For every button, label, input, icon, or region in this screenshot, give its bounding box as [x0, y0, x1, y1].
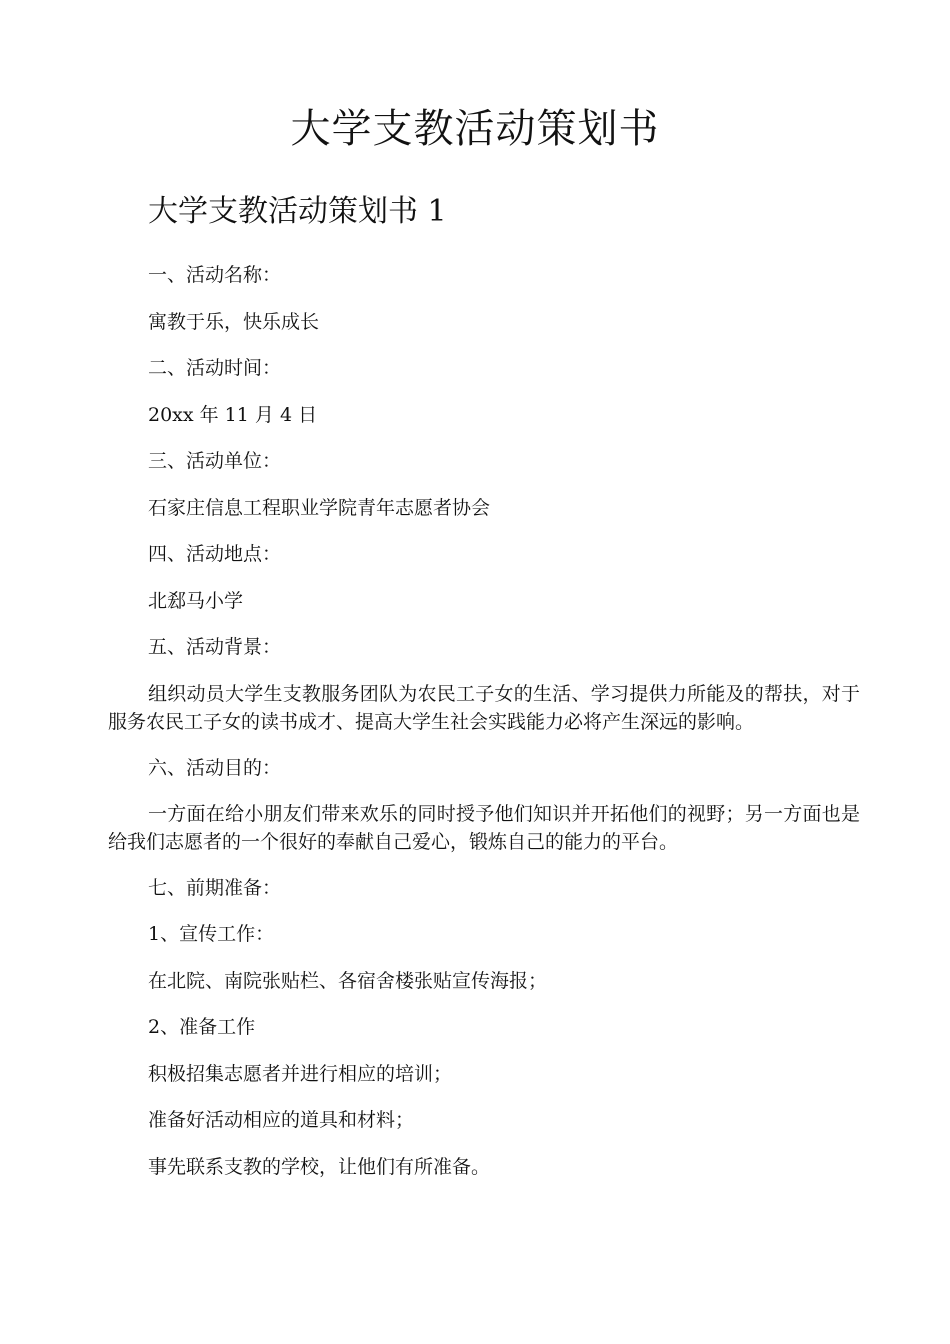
purpose-paragraph: 一方面在给小朋友们带来欢乐的同时授予他们知识并开拓他们的视野；另一方面也是给我们志愿者的一个很好的奉献自己爱心，锻炼自己的能力的平台。 [108, 803, 860, 853]
preparation-publicity-item: 在北院、南院张贴栏、各宿舍楼张贴宣传海报； [148, 970, 548, 992]
preparation-publicity-heading: 1、宣传工作： [148, 923, 275, 945]
activity-name-value: 寓教于乐，快乐成长 [148, 311, 320, 333]
heading-activity-time: 二、活动时间： [148, 357, 282, 379]
section-title: 大学支教活动策划书 1 [148, 194, 447, 229]
preparation-work-item-3: 事先联系支教的学校，让他们有所准备。 [148, 1156, 491, 1178]
heading-activity-location: 四、活动地点： [148, 543, 282, 565]
activity-time-value: 20xx 年 11 月 4 日 [148, 404, 318, 426]
activity-unit-value: 石家庄信息工程职业学院青年志愿者协会 [148, 497, 491, 519]
document-title: 大学支教活动策划书 [290, 106, 660, 152]
activity-location-value: 北郄马小学 [148, 590, 244, 612]
heading-activity-unit: 三、活动单位： [148, 450, 282, 472]
background-paragraph: 组织动员大学生支教服务团队为农民工子女的生活、学习提供力所能及的帮扶，对于服务农民工子女的读书成才、提高大学生社会实践能力必将产生深远的影响。 [108, 683, 860, 733]
heading-activity-purpose: 六、活动目的： [148, 757, 282, 779]
preparation-work-item-1: 积极招集志愿者并进行相应的培训； [148, 1063, 453, 1085]
heading-preparation: 七、前期准备： [148, 877, 282, 899]
preparation-work-heading: 2、准备工作 [148, 1016, 256, 1038]
heading-activity-background: 五、活动背景： [148, 636, 282, 658]
heading-activity-name: 一、活动名称： [148, 264, 282, 286]
preparation-work-item-2: 准备好活动相应的道具和材料； [148, 1109, 415, 1131]
